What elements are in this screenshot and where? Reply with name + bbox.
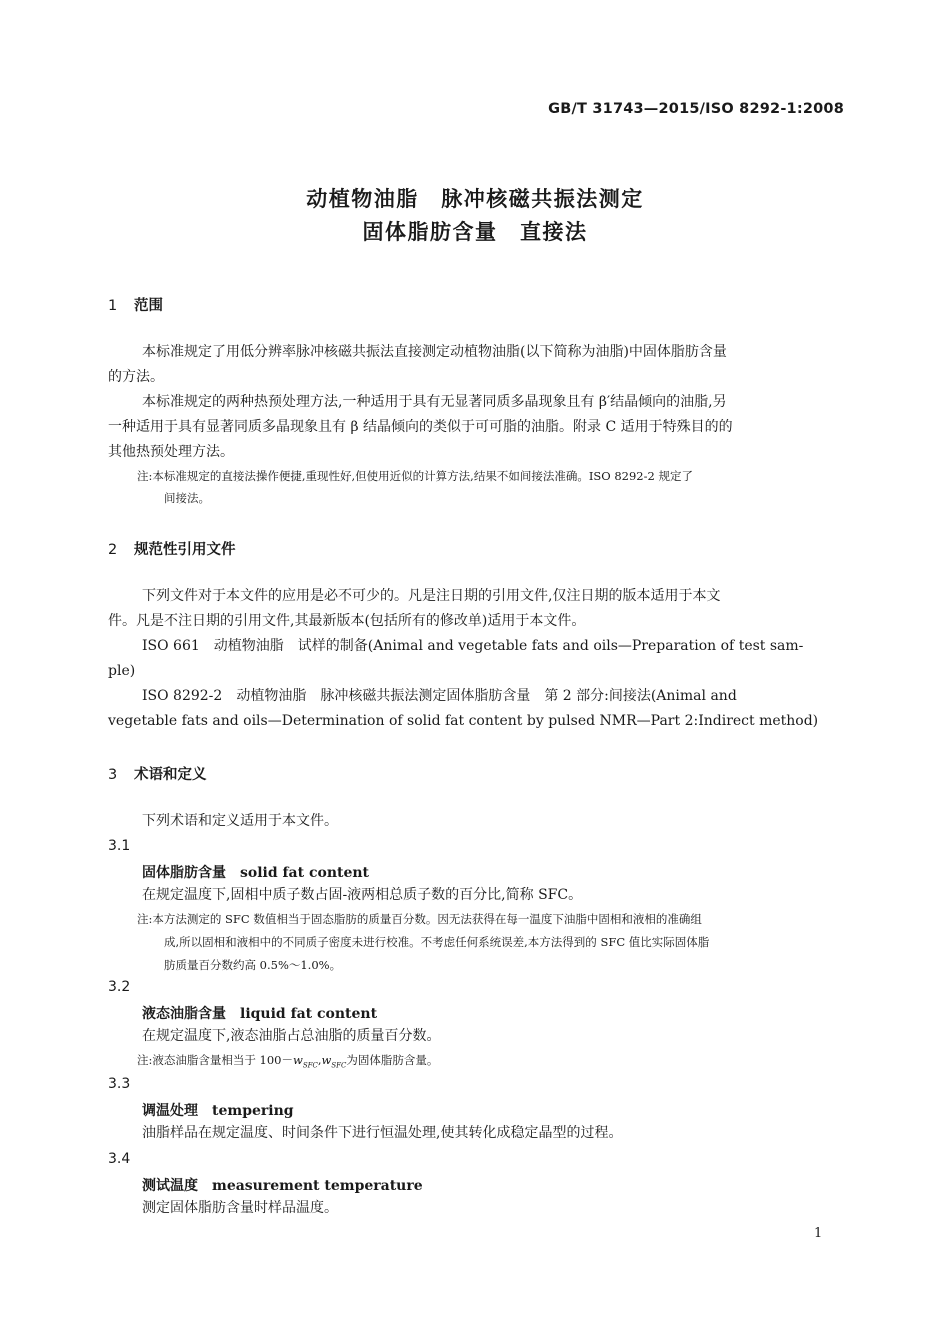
- term-english: solid fat content: [240, 865, 370, 881]
- reference-iso-661-line-1: ISO 661 动植物油脂 试样的制备(Animal and vegetable fats and oils—Preparation of test sam-: [142, 638, 804, 654]
- section-number: 3: [108, 767, 118, 783]
- section-2-paragraph-line-1: 下列文件对于本文件的应用是必不可少的。凡是注日期的引用文件,仅注日期的版本适用于本文: [142, 588, 721, 604]
- section-1-paragraph-1-line-1: 本标准规定了用低分辨率脉冲核磁共振法直接测定动植物油脂(以下简称为油脂)中固体脂肪含量: [142, 344, 727, 360]
- document-title-line-1: 动植物油脂 脉冲核磁共振法测定: [306, 187, 644, 211]
- term-definition: 在规定温度下,液态油脂占总油脂的质量百分数。: [142, 1028, 441, 1044]
- term-note-line-2: [137, 931, 709, 953]
- page-number: 1: [814, 1226, 823, 1241]
- section-3-intro: 下列术语和定义适用于本文件。: [142, 813, 338, 829]
- section-1-note-line-1: 注:本标准规定的直接法操作便捷,重现性好,但使用近似的计算方法,结果不如间接法准确。ISO 8292-2 规定了: [137, 469, 693, 483]
- section-number: 2: [108, 542, 118, 558]
- term-heading: [142, 1175, 423, 1195]
- standard-number: GB/T 31743—2015/ISO 8292-1:2008: [548, 101, 844, 117]
- note-text: 注:液态油脂含量相当于 100－: [137, 1053, 293, 1067]
- variable-w: w: [292, 1053, 303, 1067]
- term-heading: [142, 862, 369, 882]
- term-note: [137, 1049, 438, 1076]
- term-english: measurement temperature: [212, 1178, 423, 1194]
- section-1-paragraph-2-line-3: 其他热预处理方法。: [108, 444, 234, 460]
- variable-w: w: [321, 1053, 332, 1067]
- note-text: ,: [317, 1053, 322, 1067]
- term-english: liquid fat content: [240, 1006, 378, 1022]
- term-chinese: 调温处理: [142, 1103, 198, 1119]
- section-1-paragraph-2-line-1: 本标准规定的两种热预处理方法,一种适用于具有无显著同质多晶现象且有 β′结晶倾向的油脂,另: [142, 394, 727, 410]
- term-number: 3.4: [108, 1151, 131, 1167]
- note-continuation: 间接法。: [164, 491, 210, 505]
- reference-iso-8292-2-line-1: ISO 8292-2 动植物油脂 脉冲核磁共振法测定固体脂肪含量 第 2 部分:间接法(Animal and: [142, 688, 737, 704]
- reference-iso-661-line-2: ple): [108, 663, 136, 679]
- section-2-paragraph-line-2: 件。凡是不注日期的引用文件,其最新版本(包括所有的修改单)适用于本文件。: [108, 613, 586, 629]
- term-heading: [142, 1100, 294, 1120]
- term-number: 3.1: [108, 838, 131, 854]
- section-1-note-line-2: [137, 487, 210, 509]
- term-english: tempering: [212, 1103, 294, 1119]
- section-title: 术语和定义: [134, 767, 207, 783]
- section-2-heading: [108, 538, 236, 559]
- note-continuation: 肪质量百分数约高 0.5%～1.0%。: [164, 958, 342, 972]
- term-note-line-3: [137, 954, 341, 976]
- variable-subscript: SFC: [331, 1061, 347, 1070]
- term-number: 3.3: [108, 1076, 131, 1092]
- term-definition: 在规定温度下,固相中质子数占固-液两相总质子数的百分比,简称 SFC。: [142, 887, 583, 903]
- term-note-line-1: 注:本方法测定的 SFC 数值相当于固态脂肪的质量百分数。因无法获得在每一温度下油脂中固相和液相的准确组: [137, 912, 702, 926]
- section-1-paragraph-1-line-2: 的方法。: [108, 369, 164, 385]
- term-heading: [142, 1003, 377, 1023]
- document-title-line-2: 固体脂肪含量 直接法: [362, 220, 588, 244]
- section-number: 1: [108, 298, 118, 314]
- section-1-heading: [108, 294, 163, 315]
- reference-iso-8292-2-line-2: vegetable fats and oils—Determination of solid fat content by pulsed NMR—Part 2:Indirect method): [108, 713, 819, 729]
- term-chinese: 测试温度: [142, 1178, 198, 1194]
- section-3-heading: [108, 763, 207, 784]
- term-number: 3.2: [108, 979, 131, 995]
- note-text: 为固体脂肪含量。: [346, 1053, 439, 1067]
- section-title: 规范性引用文件: [134, 542, 236, 558]
- term-definition: 测定固体脂肪含量时样品温度。: [142, 1200, 338, 1216]
- section-1-paragraph-2-line-2: 一种适用于具有显著同质多晶现象且有 β 结晶倾向的类似于可可脂的油脂。附录 C 适用于特殊目的的: [108, 419, 733, 435]
- variable-subscript: SFC: [302, 1061, 318, 1070]
- term-chinese: 液态油脂含量: [142, 1006, 226, 1022]
- section-title: 范围: [134, 298, 163, 314]
- note-continuation: 成,所以固相和液相中的不同质子密度未进行校准。不考虑任何系统误差,本方法得到的 SFC 值比实际固体脂: [164, 935, 710, 949]
- term-chinese: 固体脂肪含量: [142, 865, 226, 881]
- term-definition: 油脂样品在规定温度、时间条件下进行恒温处理,使其转化成稳定晶型的过程。: [142, 1125, 623, 1141]
